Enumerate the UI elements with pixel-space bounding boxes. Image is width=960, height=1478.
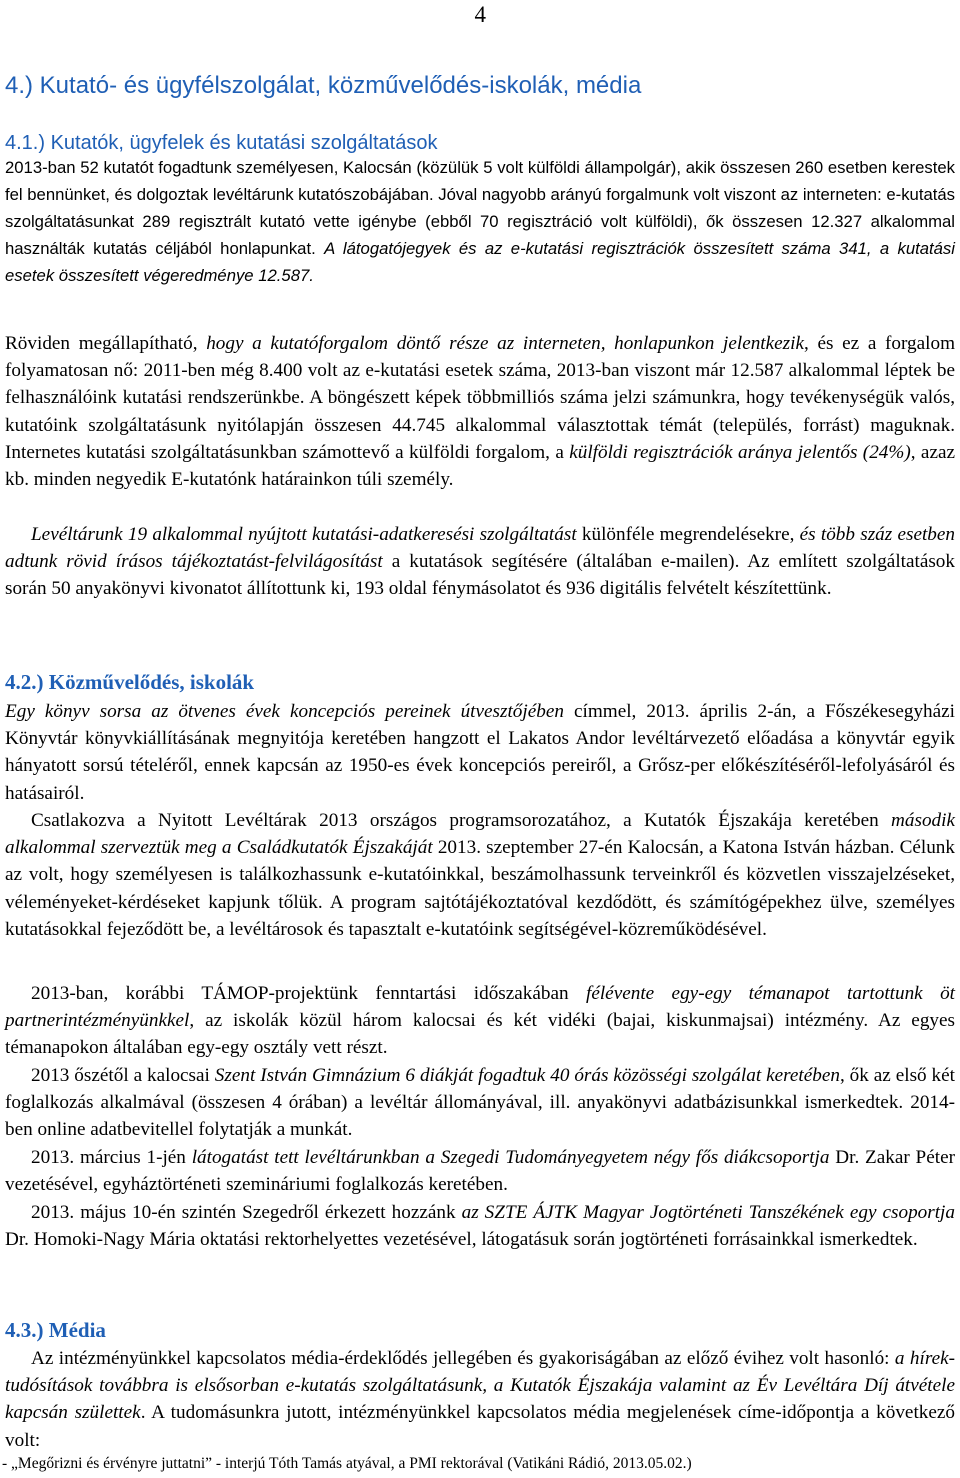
text-run: 2013 őszétől a kalocsai (31, 1065, 215, 1086)
text-run: a kutatások segítésére (általában e-mailen). Az említett szolgáltatások során 50 anyakönyvi kivonatot állítottunk ki, 193 oldal fénymásolatot és 936 digitális felvételt készítettünk. (5, 551, 955, 600)
italic-run: A látogatójegyek és az e-kutatási regisztrációk összesített száma 341, a kutatási esetek összesített végeredménye 12.587. (5, 239, 955, 286)
text-run: 2013. március 1-jén (31, 1147, 192, 1168)
italic-run: külföldi regisztrációk aránya jelentős (24%) (569, 441, 911, 463)
text-run: . A tudomásunkra jutott, intézményünkkel kapcsolatos média megjelenések címe-időpontja a következő volt: (5, 1402, 956, 1451)
text-run: Csatlakozva a Nyitott Levéltárak 2013 országos programsorozatához, a Kutatók Éjszakája keretében (31, 810, 892, 831)
paragraph-researchers-night (5, 807, 955, 943)
italic-run: Egy könyv sorsa az ötvenes évek koncepciós pereinek útvesztőjében (5, 701, 564, 722)
text-run: Dr. Zakar Péter vezetésével, egyháztörténeti szemináriumi foglalkozás keretében. (5, 1147, 955, 1196)
text-run: 2013. május 10-én szintén Szegedről érkezett hozzánk (31, 1202, 462, 1223)
text-run: , azaz kb. minden negyedik E-kutatónk határainkon túli személy. (5, 441, 955, 491)
chapter-heading: 4.) Kutató- és ügyfélszolgálat, közművelődés-iskolák, média (5, 72, 642, 99)
text-run: 2013-ban, korábbi TÁMOP-projektünk fenntartási időszakában (31, 983, 586, 1004)
paragraph-book-exhibition (5, 698, 955, 807)
text-run: , ők az első két foglalkozás alkalmával (összesen 4 órában) a levéltár állományával, ill. anyakönyvi adatbázisunkkal ismerkedtek. 2014-ben online adatbevitellel folytatják a munkát. (5, 1065, 955, 1141)
paragraph-legal-history-visit (5, 1199, 955, 1253)
section-heading-4-2: 4.2.) Közművelődés, iskolák (5, 670, 255, 694)
text-run: különféle megrendelésekre, (576, 524, 800, 545)
paragraph-community-service (5, 1062, 955, 1144)
italic-run: Szent István Gimnázium 6 diákját fogadtuk 40 órás közösségi szolgálat keretében (214, 1065, 840, 1086)
paragraph-szeged-visit (5, 1144, 955, 1198)
italic-run: Levéltárunk 19 alkalommal nyújtott kutatási-adatkeresési szolgáltatást (31, 524, 577, 545)
text-run: címmel, 2013. április 2-án, a Főszékesegyházi Könyvtár könyvkiállításának megnyitója keretében hangzott el Lakatos Andor levéltárvezető előadása a könyvtár egyik hányatott sorsú tételéről, ennek kapcsán az 1950-es évek koncepciós pereiről, a Grősz-per előkészítéséről-lefolyásáról és hatásairól. (5, 701, 955, 804)
page-number: 4 (474, 2, 486, 27)
italic-run: az SZTE ÁJTK Magyar Jogtörténeti Tanszékének egy csoportja (461, 1202, 955, 1223)
italic-run: a hírek-tudósítások továbbra is elsősorban e-kutatás szolgáltatásunk, a Kutatók Éjszakája valamint az Év Levéltára Díj átvétele kapcsán születtek (5, 1348, 955, 1424)
italic-run: látogatást tett levéltárunkban a Szegedi Tudományegyetem négy fős diákcsoportja (191, 1147, 830, 1168)
text-run: Az intézményünkkel kapcsolatos média-érdeklődés jellegében és gyakoriságában az előző évihez volt hasonló: (31, 1348, 895, 1369)
italic-run: második alkalommal szerveztük meg a Családkutatók Éjszakáját (5, 810, 955, 859)
italic-run: félévente egy-egy témanapot tartottunk öt partnerintézményünkkel (5, 983, 955, 1032)
paragraph-theme-days (5, 980, 955, 1062)
section-heading-4-3: 4.3.) Média (5, 1318, 106, 1342)
paragraph-services (5, 521, 955, 603)
text-run: , és ez a forgalom folyamatosan nő: 2011-ben még 8.400 volt az e-kutatási esetek száma, 2013-ban viszont már 12.587 alkalommal léptek be felhasználóink kutatási rendszerünkbe. A böngészett képek többmilliós száma jelzi számunkra, hogy tevékenységük valós, kutatóink szolgáltatásunk nyitólapján összesen 44.745 alkalommal választottak témát (település, forrást) maguknak. Internetes kutatási szolgáltatásunkban számottevő a külföldi forgalom, a (5, 333, 955, 463)
italic-run: és több száz esetben adtunk rövid írásos tájékoztatást-felvilágosítást (5, 524, 956, 573)
media-list-item: - „Megőrizni és érvényre juttatni” - interjú Tóth Tamás atyával, a PMI rektorával (Vatikáni Rádió, 2013.05.02.) (2, 1455, 692, 1472)
text-run: 2013. szeptember 27-én Kalocsán, a Katona István házban. Célunk az volt, hogy személyesen is találkozhassunk e-kutatóinkkal, beszámolhassunk terveinkről és közvetlen visszajelzéseket, véleményeket-kérdéseket kapjunk tőlük. A program sajtótájékoztatóval kezdődött, és számítógépekhez ülve, személyes kutatásokkal fejeződött be, a levéltárosok és tapasztalt e-kutatóink segítségével-közreműködésével. (5, 837, 955, 940)
italic-run: hogy a kutatóforgalom döntő része az interneten, honlapunkon jelentkezik (206, 333, 804, 354)
paragraph-researchers (5, 154, 955, 289)
text-run: Röviden megállapítható, (5, 333, 207, 354)
paragraph-media (5, 1345, 955, 1454)
paragraph-online-traffic (5, 330, 955, 493)
text-run: Dr. Homoki-Nagy Mária oktatási rektorhelyettes vezetésével, látogatásuk során jogtörténeti forrásainkkal ismerkedtek. (5, 1229, 918, 1251)
section-heading-4-1: 4.1.) Kutatók, ügyfelek és kutatási szolgáltatások (5, 132, 438, 154)
text-run: , az iskolák közül három kalocsai és két vidéki (bajai, kiskunmajsai) intézmény. Az egyes témanapokon általában egy-egy osztály vett részt. (5, 1010, 955, 1059)
text-run: 2013-ban 52 kutatót fogadtunk személyesen, Kalocsán (közülük 5 volt külföldi állampolgár), akik összesen 260 esetben kerestek fel bennünket, és dolgoztak levéltárunk kutatószobájában. Jóval nagyobb arányú forgalmunk volt viszont az interneten: e-kutatás szolgáltatásunkat 289 regisztrált kutató vette igénybe (ebből 70 regisztráció volt külföldi), ők összesen 12.327 alkalommal használták kutatás céljából honlapunkat. (5, 158, 955, 259)
